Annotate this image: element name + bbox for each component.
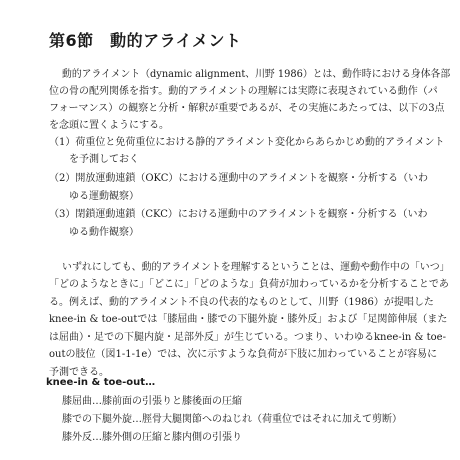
list-item-1-line-1: （1）荷重位と免荷重位における静的アライメント変化からあらかじめ動的アライメント xyxy=(49,137,445,148)
example-line: 膝屈曲…膝前面の引張りと膝後面の圧縮 xyxy=(62,396,242,407)
list-item-2-line-1: （2）開放運動連鎖（OKC）における運動中のアライメントを観察・分析する（いわ xyxy=(49,173,429,184)
list-item-1-line-2: を予測しておく xyxy=(69,154,139,165)
body-line: outの肢位（図1-1-1e）では、次に示すような負荷が下肢に加わっていることが容易に xyxy=(49,349,438,360)
intro-line: フォーマンス）の観察と分析・解釈が重要であるが、その実施にあたっては、以下の3点 xyxy=(49,103,445,114)
list-item-3-line-1: （3）閉鎖運動連鎖（CKC）における運動中のアライメントを観察・分析する（いわ xyxy=(49,209,428,220)
section-title: 第6節 動的アライメント xyxy=(49,31,242,50)
list-item-2-line-2: ゆる運動観察） xyxy=(69,191,139,202)
body-line: る。例えば、動的アライメント不良の代表的なものとして、川野（1986）が提唱した xyxy=(49,297,434,308)
body-line: 「どのようなときに」「どこに」「どのような」負荷が加わっているかを分析することであ xyxy=(49,279,449,290)
example-line: 膝での下腿外旋…脛骨大腿関節へのねじれ（荷重位ではそれに加えて剪断） xyxy=(62,414,402,425)
intro-line: を念頭に置くようにする。 xyxy=(49,120,169,131)
body-line: いずれにしても、動的アライメントを理解するということは、運動や動作中の「いつ」 xyxy=(62,262,450,273)
list-item-3-line-2: ゆる動作観察） xyxy=(69,227,139,238)
body-line: 予測できる。 xyxy=(49,367,109,378)
intro-line: 動的アライメント（dynamic alignment、川野 1986）とは、動作時における身体各部 xyxy=(62,69,451,80)
example-heading: knee-in & toe-out… xyxy=(46,377,156,388)
body-line: は屈曲）・足での下腿内旋・足部外反」が生じている。つまり、いわゆるknee-in & toe- xyxy=(49,332,446,343)
body-line: knee-in & toe-outでは「膝屈曲・膝での下腿外旋・膝外反」および「足関節伸展（また xyxy=(49,314,448,325)
intro-line: 位の骨の配列関係を指す。動的アライメントの理解には実際に表現されている動作（パ xyxy=(49,86,438,97)
example-line: 膝外反…膝外側の圧縮と膝内側の引張り xyxy=(62,432,242,443)
